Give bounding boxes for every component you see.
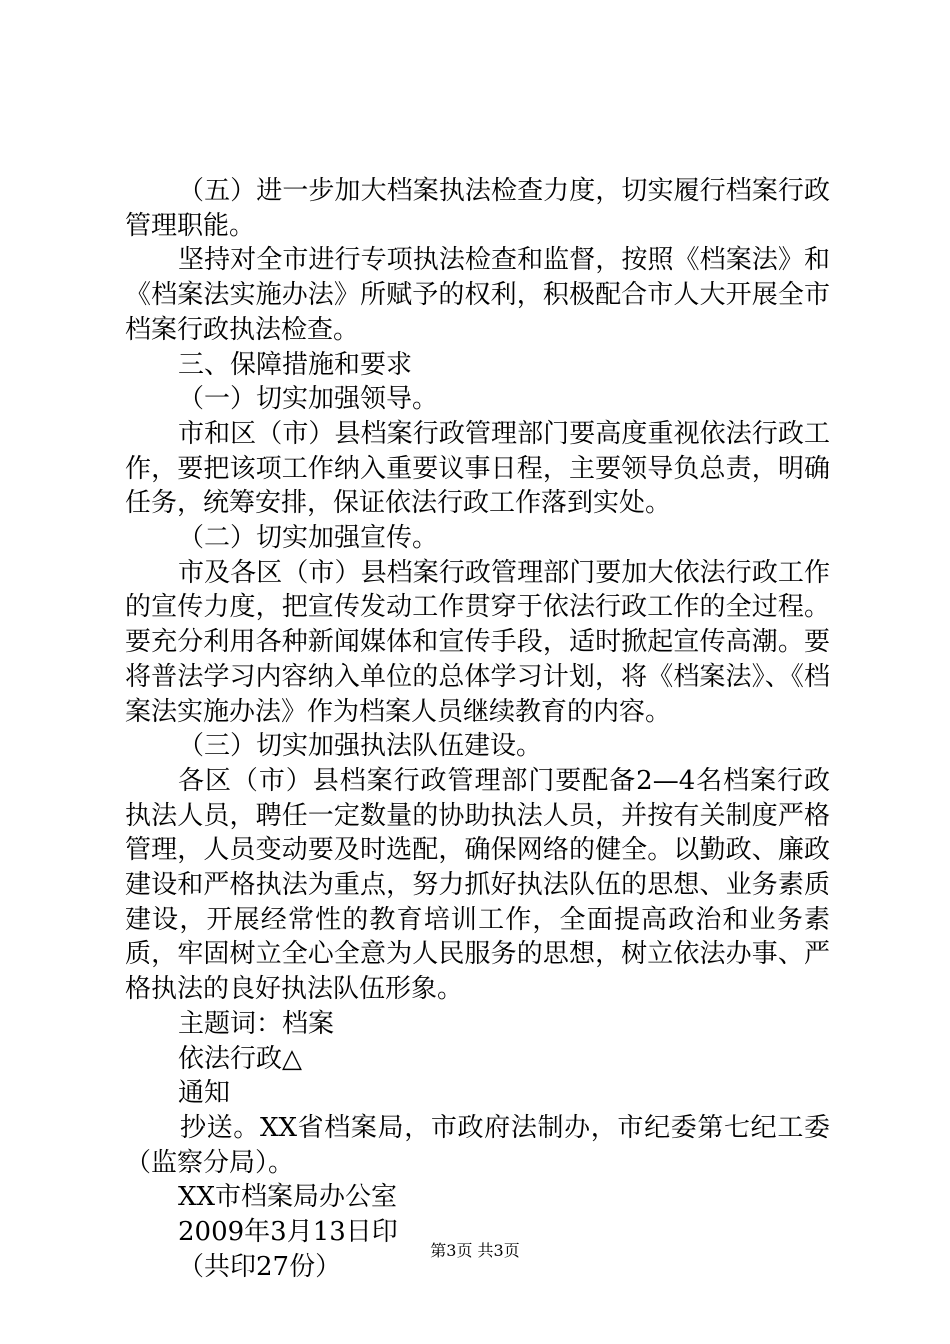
paragraph-law-enforcement: 坚持对全市进行专项执法检查和监督，按照《档案法》和《档案法实施办法》所赋予的权利，积极配合市人大开展全市档案行政执法检查。 <box>125 245 830 345</box>
subject-words: 主题词：档案 <box>178 1008 335 1039</box>
paragraph-publicity: 市及各区（市）县档案行政管理部门要加大依法行政工作的宣传力度，把宣传发动工作贯穿于依法行政工作的全过程。要充分利用各种新闻媒体和宣传手段，适时掀起宣传高潮。要将普法学习内容纳入单位的总体学习计划，将《档案法》、《档案法实施办法》作为档案人员继续教育的内容。 <box>125 557 830 727</box>
cc-recipients: 抄送。XX省档案局，市政府法制办，市纪委第七纪工委（监察分局）。 <box>125 1112 830 1178</box>
paragraph-leadership: 市和区（市）县档案行政管理部门要高度重视依法行政工作，要把该项工作纳入重要议事日程，主要领导负总责，明确任务，统筹安排，保证依法行政工作落到实处。 <box>125 418 830 519</box>
paragraph-team-building: 各区（市）县档案行政管理部门要配备2—4名档案行政执法人员，聘任一定数量的协助执法人员，并按有关制度严格管理，人员变动要及时选配，确保网络的健全。以勤政、廉政建设和严格执法为重点，努力抓好执法队伍的思想、业务素质建设，开展经常性的教育培训工作，全面提高政治和业务素质，牢固树立全心全意为人民服务的思想，树立依法办事、严格执法的良好执法队伍形象。 <box>125 765 830 1005</box>
section-heading-five: （五）进一步加大档案执法检查力度，切实履行档案行政管理职能。 <box>125 176 830 241</box>
section-heading-three: 三、保障措施和要求 <box>178 349 413 380</box>
copy-count: （共印27份） <box>178 1251 342 1282</box>
issuing-office: XX市档案局办公室 <box>178 1182 398 1213</box>
subject-words-continued: 依法行政△ <box>178 1043 302 1074</box>
page-footer: 第3页 共3页 <box>430 1241 520 1260</box>
subheading-publicity: （二）切实加强宣传。 <box>178 523 439 554</box>
subheading-team-building: （三）切实加强执法队伍建设。 <box>178 731 543 762</box>
print-date: 2009年3月13日印 <box>178 1217 398 1248</box>
document-type: 通知 <box>178 1078 231 1109</box>
subheading-leadership: （一）切实加强领导。 <box>178 384 439 415</box>
document-body <box>125 174 830 1285</box>
